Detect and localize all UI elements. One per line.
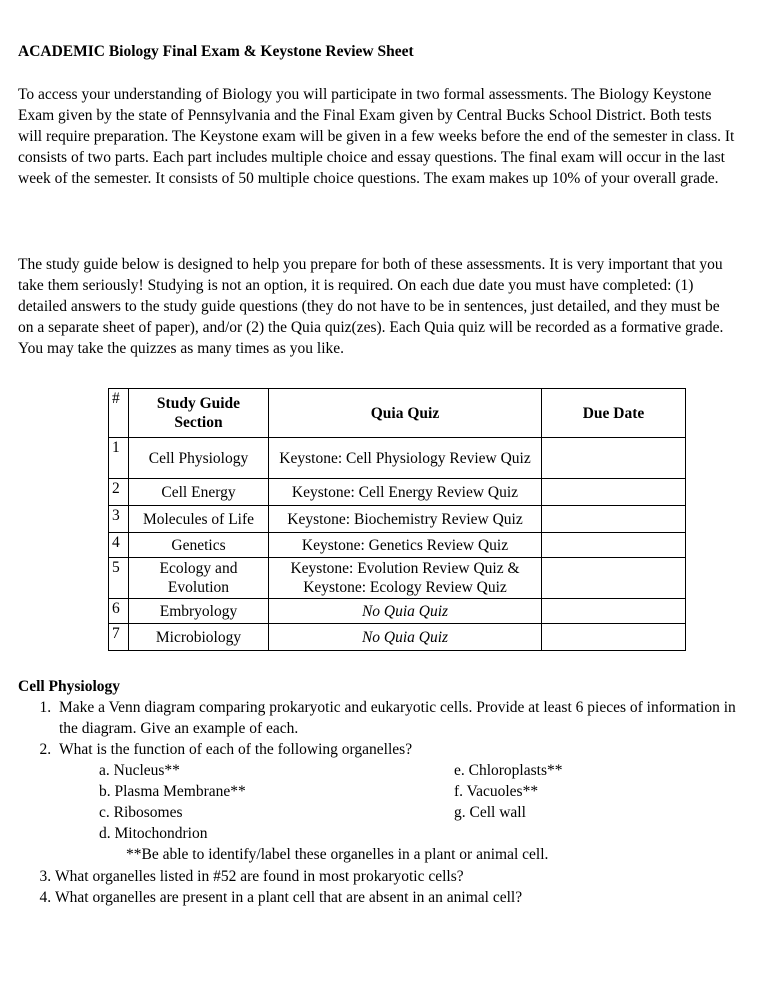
question-list — [35, 697, 745, 865]
header-quiz: Quia Quiz — [269, 389, 542, 438]
header-number: # — [109, 389, 129, 438]
row-number: 7 — [109, 624, 129, 651]
organelle-item: c. Ribosomes — [99, 804, 183, 821]
row-number: 3 — [109, 506, 129, 533]
row-quiz: No Quia Quiz — [269, 599, 542, 624]
row-number: 5 — [109, 558, 129, 599]
instructions-paragraph: The study guide below is designed to help you prepare for both of these assessments. It is very important that you take them seriously! Studying is not an option, it is required. On each due date you must have completed: (1) detailed answers to the study guide questions (they do not have to be in sentences, just detailed, and they must be on a separate sheet of paper), and/or (2) the Quia quiz(zes). Each Quia quiz will be recorded as a formative grade. You may take the quizzes as many times as you like. — [18, 256, 724, 357]
header-due-date: Due Date — [542, 389, 686, 438]
table-row — [109, 599, 686, 624]
question-list-continued — [35, 866, 745, 908]
section-heading: Cell Physiology — [18, 678, 121, 695]
row-section: Genetics — [129, 533, 269, 558]
table-row — [109, 624, 686, 651]
organelle-note: **Be able to identify/label these organelles in a plant or animal cell. — [126, 846, 549, 863]
row-number: 2 — [109, 479, 129, 506]
organelle-item: f. Vacuoles** — [454, 783, 539, 800]
row-due-date — [542, 599, 686, 624]
row-section: Molecules of Life — [129, 506, 269, 533]
row-quiz: No Quia Quiz — [269, 624, 542, 651]
row-number: 1 — [109, 438, 129, 479]
question-2 — [55, 739, 745, 865]
row-section: Embryology — [129, 599, 269, 624]
row-section: Microbiology — [129, 624, 269, 651]
row-section: Ecology and Evolution — [129, 558, 269, 599]
row-section: Cell Physiology — [129, 438, 269, 479]
document-title: ACADEMIC Biology Final Exam & Keystone Review Sheet — [18, 43, 414, 60]
row-quiz: Keystone: Evolution Review Quiz & Keystone: Ecology Review Quiz — [269, 558, 542, 599]
organelle-item: e. Chloroplasts** — [454, 762, 563, 779]
row-quiz: Keystone: Cell Physiology Review Quiz — [269, 438, 542, 479]
row-due-date — [542, 438, 686, 479]
table-row — [109, 533, 686, 558]
row-section: Cell Energy — [129, 479, 269, 506]
question-1: 1. Make a Venn diagram comparing prokaryotic and eukaryotic cells. Provide at least 6 pieces of information in the diagram. Give an example of each. — [55, 697, 745, 739]
question-2-text: What is the function of each of the following organelles? — [59, 741, 413, 758]
question-3: 3. What organelles listed in #52 are found in most prokaryotic cells? — [55, 866, 745, 887]
table-row — [109, 506, 686, 533]
organelle-item: g. Cell wall — [454, 804, 526, 821]
organelle-item: b. Plasma Membrane** — [99, 783, 246, 800]
row-quiz: Keystone: Biochemistry Review Quiz — [269, 506, 542, 533]
table-row — [109, 438, 686, 479]
organelle-item: d. Mitochondrion — [99, 825, 208, 842]
organelle-item: a. Nucleus** — [99, 762, 180, 779]
table-row — [109, 558, 686, 599]
row-due-date — [542, 479, 686, 506]
question-4: 4. What organelles are present in a plant cell that are absent in an animal cell? — [55, 887, 745, 908]
row-number: 6 — [109, 599, 129, 624]
table-row — [109, 479, 686, 506]
study-schedule-table — [108, 388, 686, 651]
row-due-date — [542, 506, 686, 533]
row-due-date — [542, 624, 686, 651]
row-number: 4 — [109, 533, 129, 558]
row-quiz: Keystone: Genetics Review Quiz — [269, 533, 542, 558]
organelle-list — [59, 760, 745, 844]
table-header-row — [109, 389, 686, 438]
row-due-date — [542, 533, 686, 558]
header-section: Study Guide Section — [129, 389, 269, 438]
row-due-date — [542, 558, 686, 599]
intro-paragraph: To access your understanding of Biology you will participate in two formal assessments. The Biology Keystone Exam given by the state of Pennsylvania and the Final Exam given by Central Bucks School District. Both tests will require preparation. The Keystone exam will be given in a few weeks before the end of the semester in class. It consists of two parts. Each part includes multiple choice and essay questions. The final exam will occur in the last week of the semester. It consists of 50 multiple choice questions. The exam makes up 10% of your overall grade. — [18, 86, 735, 187]
row-quiz: Keystone: Cell Energy Review Quiz — [269, 479, 542, 506]
